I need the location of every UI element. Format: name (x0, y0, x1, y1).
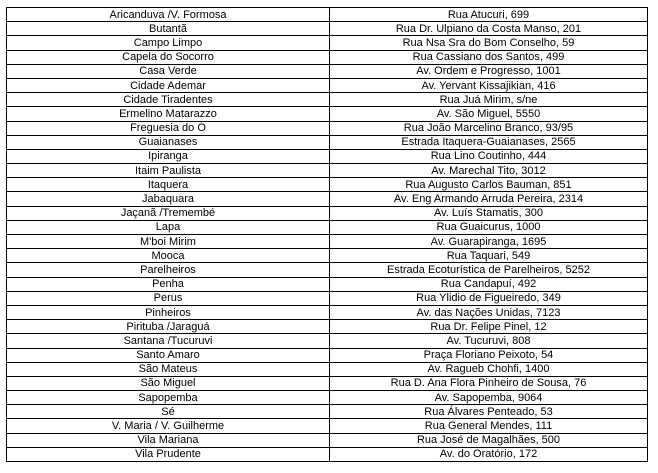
address-cell: Av. Guarapiranga, 1695 (330, 235, 648, 249)
address-cell: Rua Dr. Felipe Pinel, 12 (330, 320, 648, 334)
address-cell: Rua Atucuri, 699 (330, 8, 648, 22)
table-row (7, 78, 648, 92)
region-cell: Freguesia do Ó (7, 121, 330, 135)
address-cell: Av. Yervant Kissajikian, 416 (330, 78, 648, 92)
region-cell: Penha (7, 277, 330, 291)
table-row (7, 36, 648, 50)
region-cell: Aricanduva /V. Formosa (7, 8, 330, 22)
table-row (7, 277, 648, 291)
address-cell: Rua Ylidio de Figueiredo, 349 (330, 291, 648, 305)
table-row (7, 419, 648, 433)
region-cell: Mooca (7, 249, 330, 263)
table-row (7, 376, 648, 390)
address-cell: Av. das Nações Unidas, 7123 (330, 305, 648, 319)
region-cell: Capela do Socorro (7, 50, 330, 64)
address-cell: Rua Nsa Sra do Bom Conselho, 59 (330, 36, 648, 50)
region-cell: Vila Mariana (7, 433, 330, 447)
table-row (7, 64, 648, 78)
region-cell: Ipiranga (7, 149, 330, 163)
table-row (7, 291, 648, 305)
region-cell: Parelheiros (7, 263, 330, 277)
address-cell: Rua Taquari, 549 (330, 249, 648, 263)
region-cell: Sé (7, 405, 330, 419)
table-row (7, 192, 648, 206)
table-row (7, 249, 648, 263)
region-cell: Sapopemba (7, 391, 330, 405)
table-row (7, 149, 648, 163)
address-cell: Rua Augusto Carlos Bauman, 851 (330, 178, 648, 192)
table-row (7, 220, 648, 234)
table-row (7, 348, 648, 362)
address-cell: Av. Ordem e Progresso, 1001 (330, 64, 648, 78)
table-row (7, 107, 648, 121)
region-cell: Cidade Ademar (7, 78, 330, 92)
region-cell: M'boi Mirim (7, 235, 330, 249)
table-row (7, 433, 648, 447)
table-row (7, 22, 648, 36)
table-row (7, 93, 648, 107)
address-cell: Av. Tucuruvi, 808 (330, 334, 648, 348)
table-row (7, 8, 648, 22)
address-cell: Av. Sapopemba, 9064 (330, 391, 648, 405)
address-cell: Rua General Mendes, 111 (330, 419, 648, 433)
table-row (7, 405, 648, 419)
table-row (7, 447, 648, 461)
region-cell: Santo Amaro (7, 348, 330, 362)
table-row (7, 263, 648, 277)
region-cell: Perus (7, 291, 330, 305)
address-table-container (6, 7, 648, 462)
address-cell: Rua Dr. Ulpiano da Costa Manso, 201 (330, 22, 648, 36)
address-cell: Rua D. Ana Flora Pinheiro de Sousa, 76 (330, 376, 648, 390)
address-cell: Rua José de Magalhães, 500 (330, 433, 648, 447)
table-row (7, 164, 648, 178)
region-cell: São Miguel (7, 376, 330, 390)
address-cell: Estrada Ecoturística de Parelheiros, 5252 (330, 263, 648, 277)
region-cell: São Mateus (7, 362, 330, 376)
region-cell: Itaquera (7, 178, 330, 192)
address-cell: Av. Ragueb Chohfi, 1400 (330, 362, 648, 376)
region-cell: Santana /Tucuruvi (7, 334, 330, 348)
address-table (6, 7, 648, 462)
region-cell: Pirituba /Jaraguá (7, 320, 330, 334)
address-cell: Estrada Itaquera-Guaianases, 2565 (330, 135, 648, 149)
region-cell: Campo Limpo (7, 36, 330, 50)
address-cell: Praça Floriano Peixoto, 54 (330, 348, 648, 362)
region-cell: Pinheiros (7, 305, 330, 319)
region-cell: Cidade Tiradentes (7, 93, 330, 107)
region-cell: Ermelino Matarazzo (7, 107, 330, 121)
region-cell: Lapa (7, 220, 330, 234)
region-cell: V. Maria / V. Guilherme (7, 419, 330, 433)
table-row (7, 391, 648, 405)
table-row (7, 121, 648, 135)
table-row (7, 334, 648, 348)
address-cell: Av. Luís Stamatis, 300 (330, 206, 648, 220)
region-cell: Jabaquara (7, 192, 330, 206)
table-row (7, 135, 648, 149)
table-row (7, 320, 648, 334)
address-cell: Av. Marechal Tito, 3012 (330, 164, 648, 178)
address-cell: Rua Candapuí, 492 (330, 277, 648, 291)
table-row (7, 206, 648, 220)
address-cell: Rua João Marcelino Branco, 93/95 (330, 121, 648, 135)
address-table-body (7, 8, 648, 462)
address-cell: Av. São Miguel, 5550 (330, 107, 648, 121)
region-cell: Guaianases (7, 135, 330, 149)
region-cell: Butantã (7, 22, 330, 36)
table-row (7, 178, 648, 192)
address-cell: Av. Eng Armando Arruda Pereira, 2314 (330, 192, 648, 206)
address-cell: Rua Lino Coutinho, 444 (330, 149, 648, 163)
table-row (7, 305, 648, 319)
region-cell: Casa Verde (7, 64, 330, 78)
table-row (7, 235, 648, 249)
address-cell: Rua Álvares Penteado, 53 (330, 405, 648, 419)
address-cell: Rua Cassiano dos Santos, 499 (330, 50, 648, 64)
address-cell: Rua Guaicurus, 1000 (330, 220, 648, 234)
table-row (7, 50, 648, 64)
table-row (7, 362, 648, 376)
region-cell: Vila Prudente (7, 447, 330, 461)
address-cell: Av. do Oratório, 172 (330, 447, 648, 461)
address-cell: Rua Juá Mirim, s/ne (330, 93, 648, 107)
region-cell: Itaim Paulista (7, 164, 330, 178)
region-cell: Jaçanã /Tremembé (7, 206, 330, 220)
